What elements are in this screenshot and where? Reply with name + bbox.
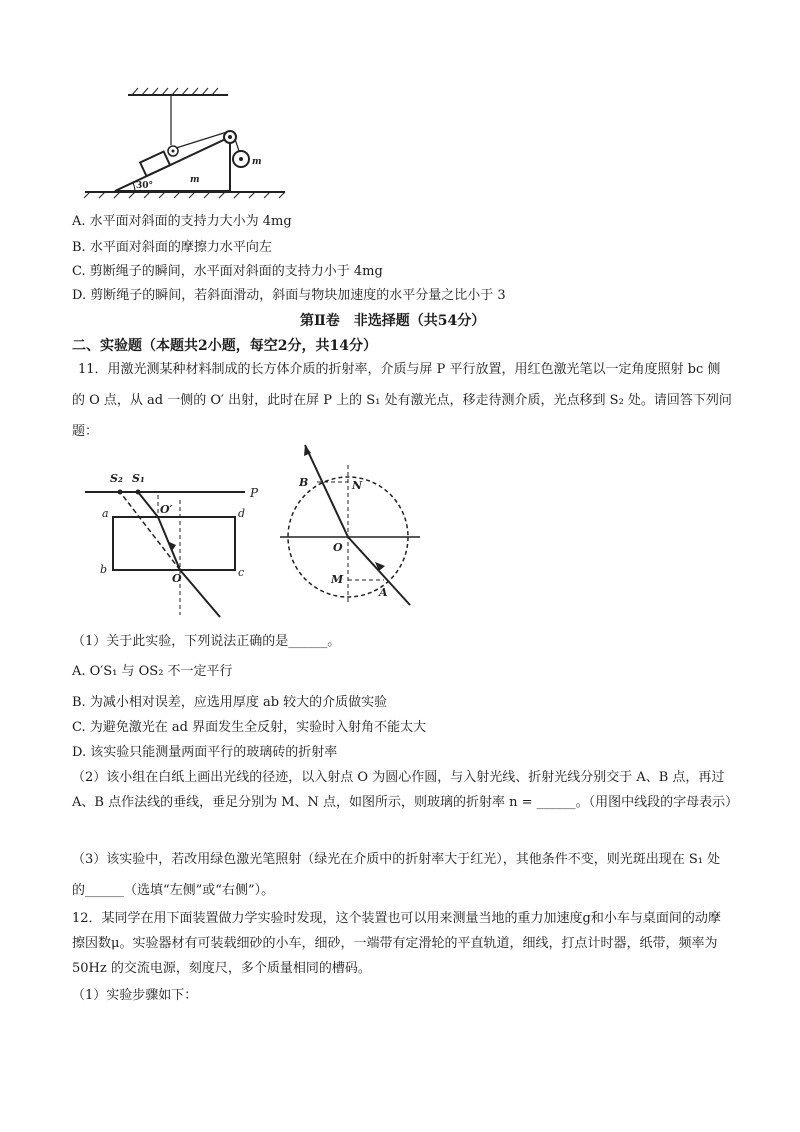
q11-sub1: （1）关于此实验，下列说法正确的是______。	[72, 634, 341, 649]
circle-construction-figure	[275, 440, 435, 610]
q11-option-d: D. 该实验只能测量两面平行的玻璃砖的折射率	[72, 745, 338, 760]
o-prime-label: O′	[160, 503, 173, 516]
incline-pulley-figure	[80, 85, 300, 200]
corner-a-label: a	[102, 507, 109, 520]
q11-option-c: C. 为避免激光在 ad 界面发生全反射，实验时入射角不能太大	[72, 720, 427, 735]
section2-heading: 二、实验题（本题共2小题，每空2分，共14分）	[72, 338, 377, 354]
q12-stem: 12．某同学在用下面装置做力学实验时发现，这个装置也可以用来测量当地的重力加速度g和小车与桌面间的动摩擦因数μ。实验器材有可装载细砂的小车，细砂，一端带有定滑轮的平直轨道，细线，打点计时器，纸带，频率为 50Hz 的交流电源，刻度尺，多个质量相同的槽码。	[72, 911, 721, 976]
q10-option-a: A. 水平面对斜面的支持力大小为 4mg	[72, 214, 292, 229]
q11-sub3: （3）该实验中，若改用绿色激光笔照射（绿光在介质中的折射率大于红光），其他条件不变，则光斑出现在 S₁ 处的______（选填“左侧”或“右侧”）。	[72, 852, 721, 898]
refraction-setup-figure	[80, 465, 275, 630]
point-b-label: B	[299, 476, 309, 489]
q10-option-b: B. 水平面对斜面的摩擦力水平向左	[72, 240, 272, 255]
point-o-label: O	[333, 541, 343, 554]
o-label-left: O	[172, 572, 182, 585]
screen-p-label: P	[250, 486, 259, 500]
s2-label: S₂	[110, 472, 123, 485]
section-title: 第Ⅱ卷 非选择题（共54分）	[300, 313, 486, 329]
point-a-label: A	[379, 586, 388, 599]
s1-label: S₁	[132, 472, 145, 485]
q11-option-a: A. O′S₁ 与 OS₂ 不一定平行	[72, 664, 233, 679]
q11-sub2: （2）该小组在白纸上画出光线的径迹，以入射点 O 为圆心作圆，与入射光线、折射光线分别交于 A、B 点，再过 A、B 点作法线的垂线，垂足分别为 M、N 点，如图所示，则玻璃的折射率 n = ______。（用图中线段的字母表示）	[72, 770, 739, 810]
corner-b-label: b	[100, 563, 108, 576]
corner-d-label: d	[238, 507, 246, 520]
q11-option-b: B. 为减小相对误差，应选用厚度 ab 较大的介质做实验	[72, 695, 388, 710]
q10-option-d: D. 剪断绳子的瞬间，若斜面滑动，斜面与物块加速度的水平分量之比小于 3	[72, 288, 506, 303]
slope-angle-label: 30°	[136, 181, 154, 191]
point-m-label: M	[331, 573, 344, 586]
q12-sub1: （1）实验步骤如下：	[72, 988, 198, 1003]
slope-mass-label: m	[190, 175, 200, 185]
hanging-mass-label: m	[252, 157, 262, 167]
corner-c-label: c	[238, 566, 245, 579]
q10-option-c: C. 剪断绳子的瞬间，水平面对斜面的支持力小于 4mg	[72, 264, 383, 279]
point-n-label: N	[352, 479, 363, 492]
q11-stem: 11．用激光测某种材料制成的长方体介质的折射率，介质与屏 P 平行放置，用红色激光笔以一定角度照射 bc 侧的 O 点，从 ad 一侧的 O′ 出射，此时在屏 P 上的 S₁ 处有激光点，移走待测介质，光点移到 S₂ 处。请回答下列问题：	[72, 362, 732, 439]
